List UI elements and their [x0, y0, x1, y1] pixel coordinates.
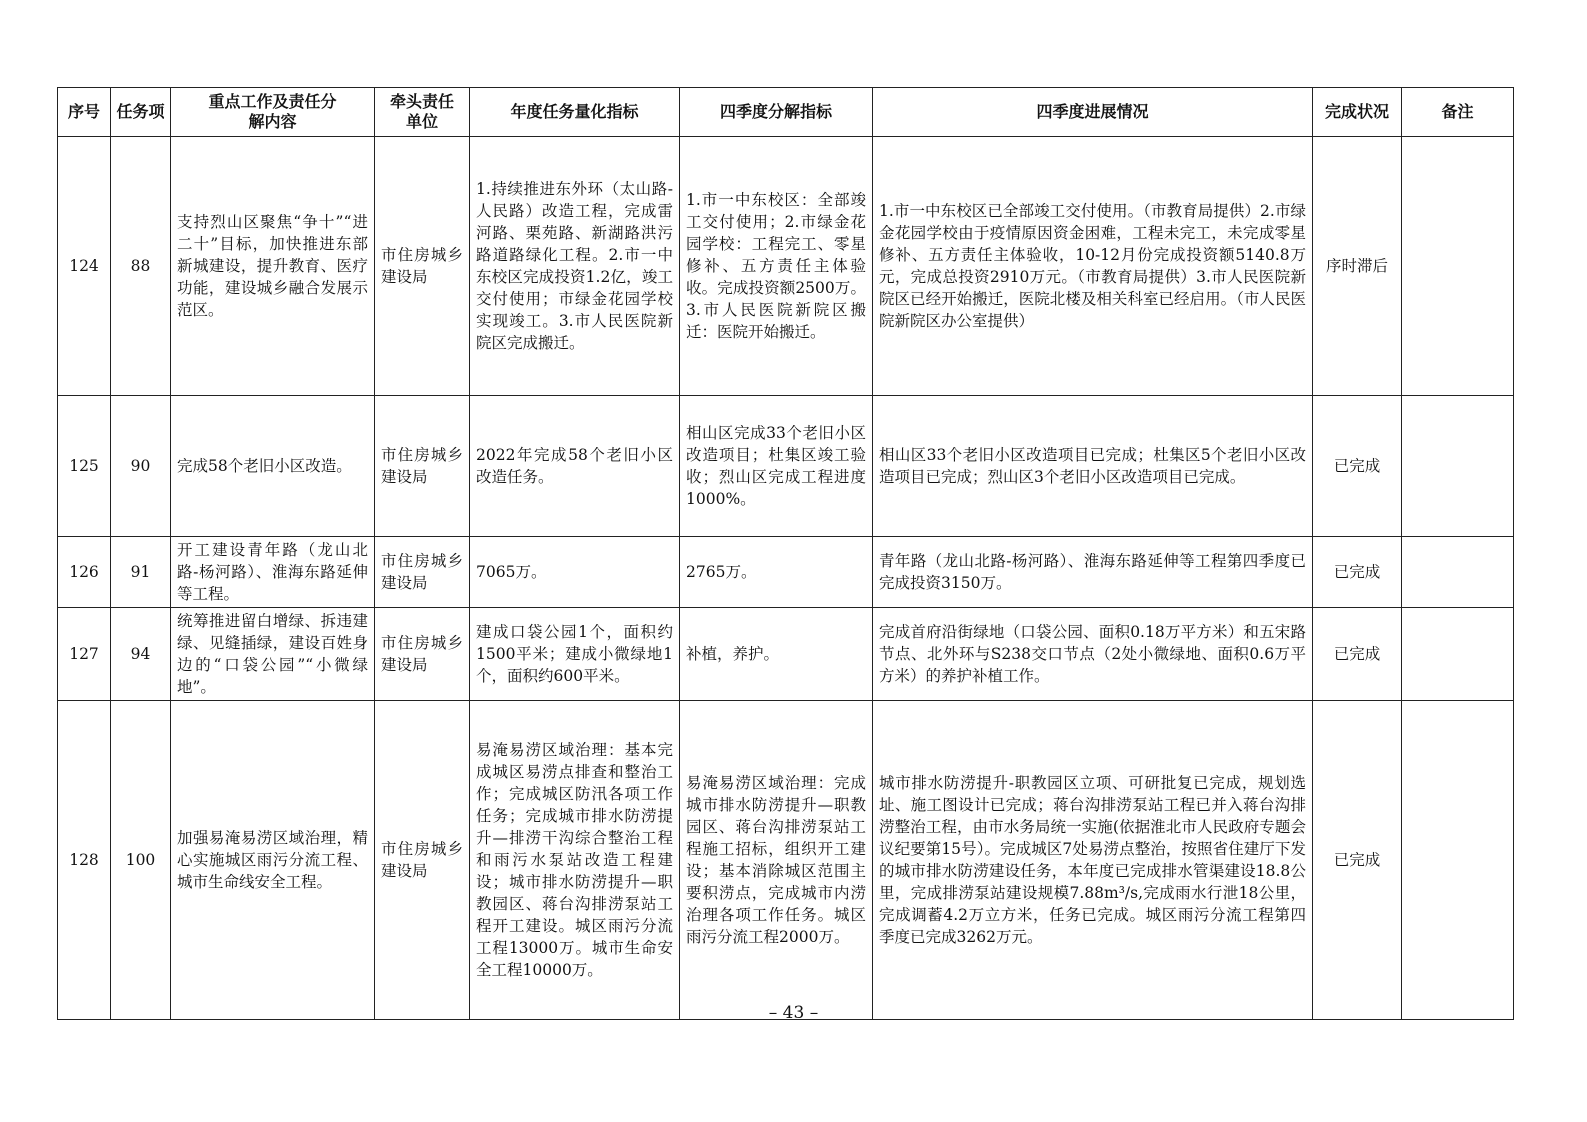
header-unit: 牵头责任单位 [375, 88, 470, 137]
cell-content: 开工建设青年路（龙山北路-杨河路）、淮海东路延伸等工程。 [171, 537, 375, 608]
cell-status: 已完成 [1313, 396, 1402, 537]
cell-status: 已完成 [1313, 608, 1402, 701]
cell-status: 已完成 [1313, 701, 1402, 1020]
cell-progress: 相山区33个老旧小区改造项目已完成；杜集区5个老旧小区改造项目已完成；烈山区3个老旧小区改造项目已完成。 [873, 396, 1313, 537]
table-row [58, 701, 1514, 1020]
cell-q4: 1.市一中东校区：全部竣工交付使用；2.市绿金花园学校：工程完工、零星修补、五方责任主体验收。完成投资额2500万。3.市人民医院新院区搬迁：医院开始搬迁。 [680, 137, 873, 396]
cell-task: 88 [111, 137, 171, 396]
cell-annual: 建成口袋公园1个，面积约1500平米；建成小微绿地1个，面积约600平米。 [470, 608, 680, 701]
cell-q4: 相山区完成33个老旧小区改造项目；杜集区竣工验收；烈山区完成工程进度1000%。 [680, 396, 873, 537]
cell-note [1402, 137, 1514, 396]
table-row [58, 396, 1514, 537]
cell-no: 127 [58, 608, 111, 701]
table-row [58, 537, 1514, 608]
cell-no: 126 [58, 537, 111, 608]
cell-note [1402, 608, 1514, 701]
cell-status: 序时滞后 [1313, 137, 1402, 396]
cell-progress: 青年路（龙山北路-杨河路）、淮海东路延伸等工程第四季度已完成投资3150万。 [873, 537, 1313, 608]
cell-unit: 市住房城乡建设局 [375, 537, 470, 608]
cell-content: 统筹推进留白增绿、拆违建绿、见缝插绿，建设百姓身边的“口袋公园”“小微绿地”。 [171, 608, 375, 701]
cell-task: 94 [111, 608, 171, 701]
cell-q4: 2765万。 [680, 537, 873, 608]
cell-annual: 7065万。 [470, 537, 680, 608]
header-content: 重点工作及责任分解内容 [171, 88, 375, 137]
header-note: 备注 [1402, 88, 1514, 137]
cell-content: 支持烈山区聚焦“争十”“进二十”目标，加快推进东部新城建设，提升教育、医疗功能，建设城乡融合发展示范区。 [171, 137, 375, 396]
page-number: – 43 – [768, 1003, 819, 1023]
cell-annual: 1.持续推进东外环（太山路-人民路）改造工程，完成雷河路、栗苑路、新湖路洪污路道路绿化工程。2.市一中东校区完成投资1.2亿，竣工交付使用；市绿金花园学校实现竣工。3.市人民医院新院区完成搬迁。 [470, 137, 680, 396]
header-row [58, 88, 1514, 137]
cell-task: 90 [111, 396, 171, 537]
cell-status: 已完成 [1313, 537, 1402, 608]
cell-progress: 城市排水防涝提升-职教园区立项、可研批复已完成，规划选址、施工图设计已完成；蒋台沟排涝泵站工程已并入蒋台沟排涝整治工程，由市水务局统一实施(依据淮北市人民政府专题会议纪要第15号）。完成城区7处易涝点整治，按照省住建厅下发的城市排水防涝建设任务，本年度已完成排水管渠建设18.8公里，完成排涝泵站建设规模7.88m³/s,完成雨水行泄18公里，完成调蓄4.2万立方米，任务已完成。城区雨污分流工程第四季度已完成3262万元。 [873, 701, 1313, 1020]
header-progress: 四季度进展情况 [873, 88, 1313, 137]
header-status: 完成状况 [1313, 88, 1402, 137]
cell-progress: 1.市一中东校区已全部竣工交付使用。（市教育局提供）2.市绿金花园学校由于疫情原因资金困难，工程未完工，未完成零星修补、五方责任主体验收，10-12月份完成投资额5140.8万元，完成总投资2910万元。（市教育局提供）3.市人民医院新院区已经开始搬迁，医院北楼及相关科室已经启用。（市人民医院新院区办公室提供） [873, 137, 1313, 396]
cell-no: 125 [58, 396, 111, 537]
work-progress-table [57, 87, 1514, 1020]
cell-unit: 市住房城乡建设局 [375, 701, 470, 1020]
cell-annual: 易淹易涝区域治理：基本完成城区易涝点排查和整治工作；完成城区防汛各项工作任务；完成城市排水防涝提升—排涝干沟综合整治工程和雨污水泵站改造工程建设；城市排水防涝提升—职教园区、蒋台沟排涝泵站工程开工建设。城区雨污分流工程13000万。城市生命安全工程10000万。 [470, 701, 680, 1020]
cell-no: 124 [58, 137, 111, 396]
cell-note [1402, 396, 1514, 537]
table-row [58, 137, 1514, 396]
cell-task: 100 [111, 701, 171, 1020]
header-annual: 年度任务量化指标 [470, 88, 680, 137]
cell-no: 128 [58, 701, 111, 1020]
header-task: 任务项 [111, 88, 171, 137]
cell-content: 完成58个老旧小区改造。 [171, 396, 375, 537]
header-no: 序号 [58, 88, 111, 137]
cell-annual: 2022年完成58个老旧小区改造任务。 [470, 396, 680, 537]
cell-note [1402, 701, 1514, 1020]
cell-unit: 市住房城乡建设局 [375, 137, 470, 396]
cell-q4: 易淹易涝区域治理：完成城市排水防涝提升—职教园区、蒋台沟排涝泵站工程施工招标，组织开工建设；基本消除城区范围主要积涝点，完成城市内涝治理各项工作任务。城区雨污分流工程2000万。 [680, 701, 873, 1020]
cell-content: 加强易淹易涝区域治理，精心实施城区雨污分流工程、城市生命线安全工程。 [171, 701, 375, 1020]
cell-task: 91 [111, 537, 171, 608]
cell-unit: 市住房城乡建设局 [375, 608, 470, 701]
table-row [58, 608, 1514, 701]
cell-progress: 完成首府沿街绿地（口袋公园、面积0.18万平方米）和五宋路节点、北外环与S238交口节点（2处小微绿地、面积0.6万平方米）的养护补植工作。 [873, 608, 1313, 701]
cell-unit: 市住房城乡建设局 [375, 396, 470, 537]
cell-q4: 补植，养护。 [680, 608, 873, 701]
cell-note [1402, 537, 1514, 608]
header-q4: 四季度分解指标 [680, 88, 873, 137]
